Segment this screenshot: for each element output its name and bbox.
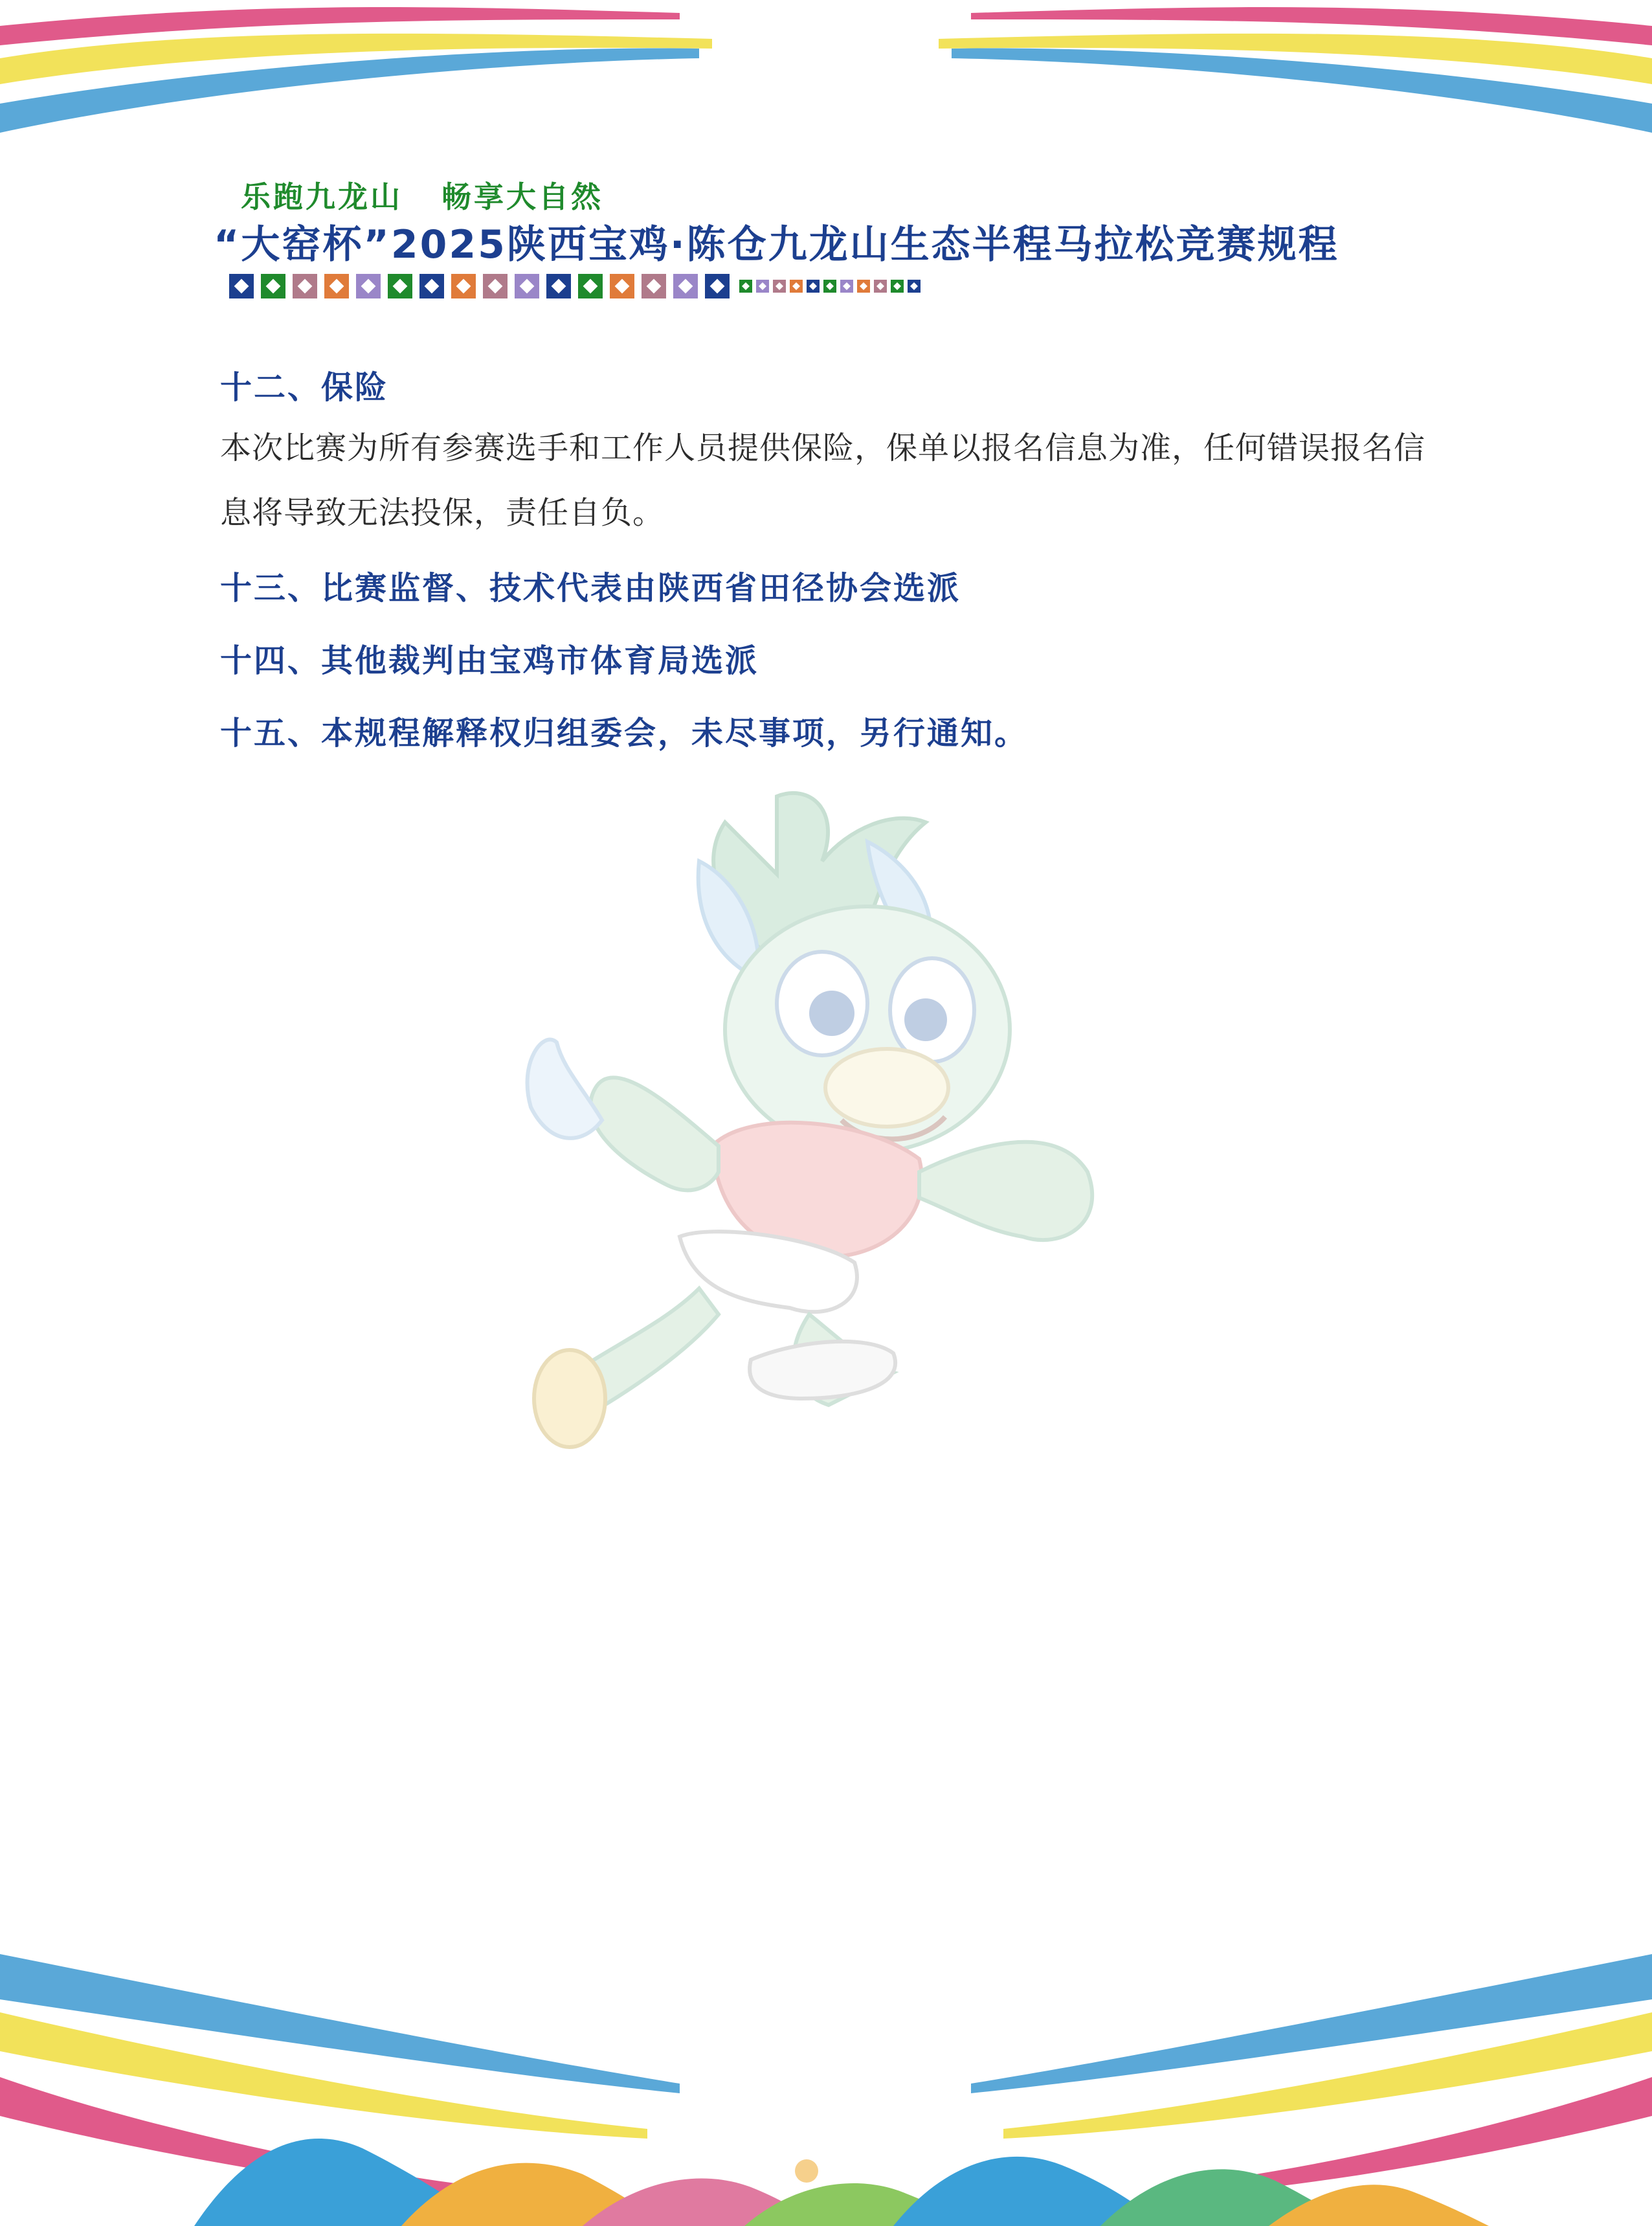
- diamond-tile: [388, 274, 412, 298]
- diamond-tile: [293, 274, 317, 298]
- diamond-tile: [610, 274, 634, 298]
- small-diamond-tile: [823, 280, 836, 293]
- diamond-tile: [515, 274, 539, 298]
- bottom-mountain-decoration: [0, 1954, 1652, 2226]
- diamond-tile: [483, 274, 508, 298]
- diamond-tile: [324, 274, 349, 298]
- section-heading-supervision: 十三、比赛监督、技术代表由陕西省田径协会选派: [220, 570, 961, 607]
- slogan: 乐跑九龙山 畅享大自然: [241, 179, 604, 214]
- section-heading-insurance: 十二、保险: [220, 369, 389, 406]
- diamond-tile: [229, 274, 254, 298]
- small-diamond-tile: [857, 280, 870, 293]
- section-heading-referees: 十四、其他裁判由宝鸡市体育局选派: [220, 642, 759, 679]
- diamond-tile: [546, 274, 571, 298]
- diamond-tile: [261, 274, 285, 298]
- small-diamond-tile: [790, 280, 803, 293]
- diamond-tile: [451, 274, 476, 298]
- dragon-mascot-watermark: [505, 783, 1146, 1450]
- small-diamond-tile: [756, 280, 769, 293]
- small-diamond-tile: [891, 280, 904, 293]
- small-diamond-tile: [908, 280, 921, 293]
- diamond-tile: [356, 274, 381, 298]
- diamond-tile: [578, 274, 603, 298]
- diamond-tile: [705, 274, 730, 298]
- document-title: “大窑杯”2025陕西宝鸡·陈仓九龙山生态半程马拉松竞赛规程: [214, 222, 1339, 267]
- diamond-tile: [642, 274, 666, 298]
- insurance-paragraph: 本次比赛为所有参赛选手和工作人员提供保险，保单以报名信息为准，任何错误报名信息将导致无法投保，责任自负。: [220, 430, 1426, 531]
- diamond-tile: [673, 274, 698, 298]
- small-diamond-tile: [739, 280, 752, 293]
- diamond-pattern-divider: [214, 268, 1055, 304]
- small-diamond-tile: [874, 280, 887, 293]
- small-diamond-tile: [840, 280, 853, 293]
- diamond-tile: [419, 274, 444, 298]
- section-heading-interpretation: 十五、本规程解释权归组委会，未尽事项，另行通知。: [220, 715, 1029, 752]
- small-diamond-tile: [807, 280, 820, 293]
- top-ribbon-decoration: [0, 0, 1652, 168]
- small-diamond-tile: [773, 280, 786, 293]
